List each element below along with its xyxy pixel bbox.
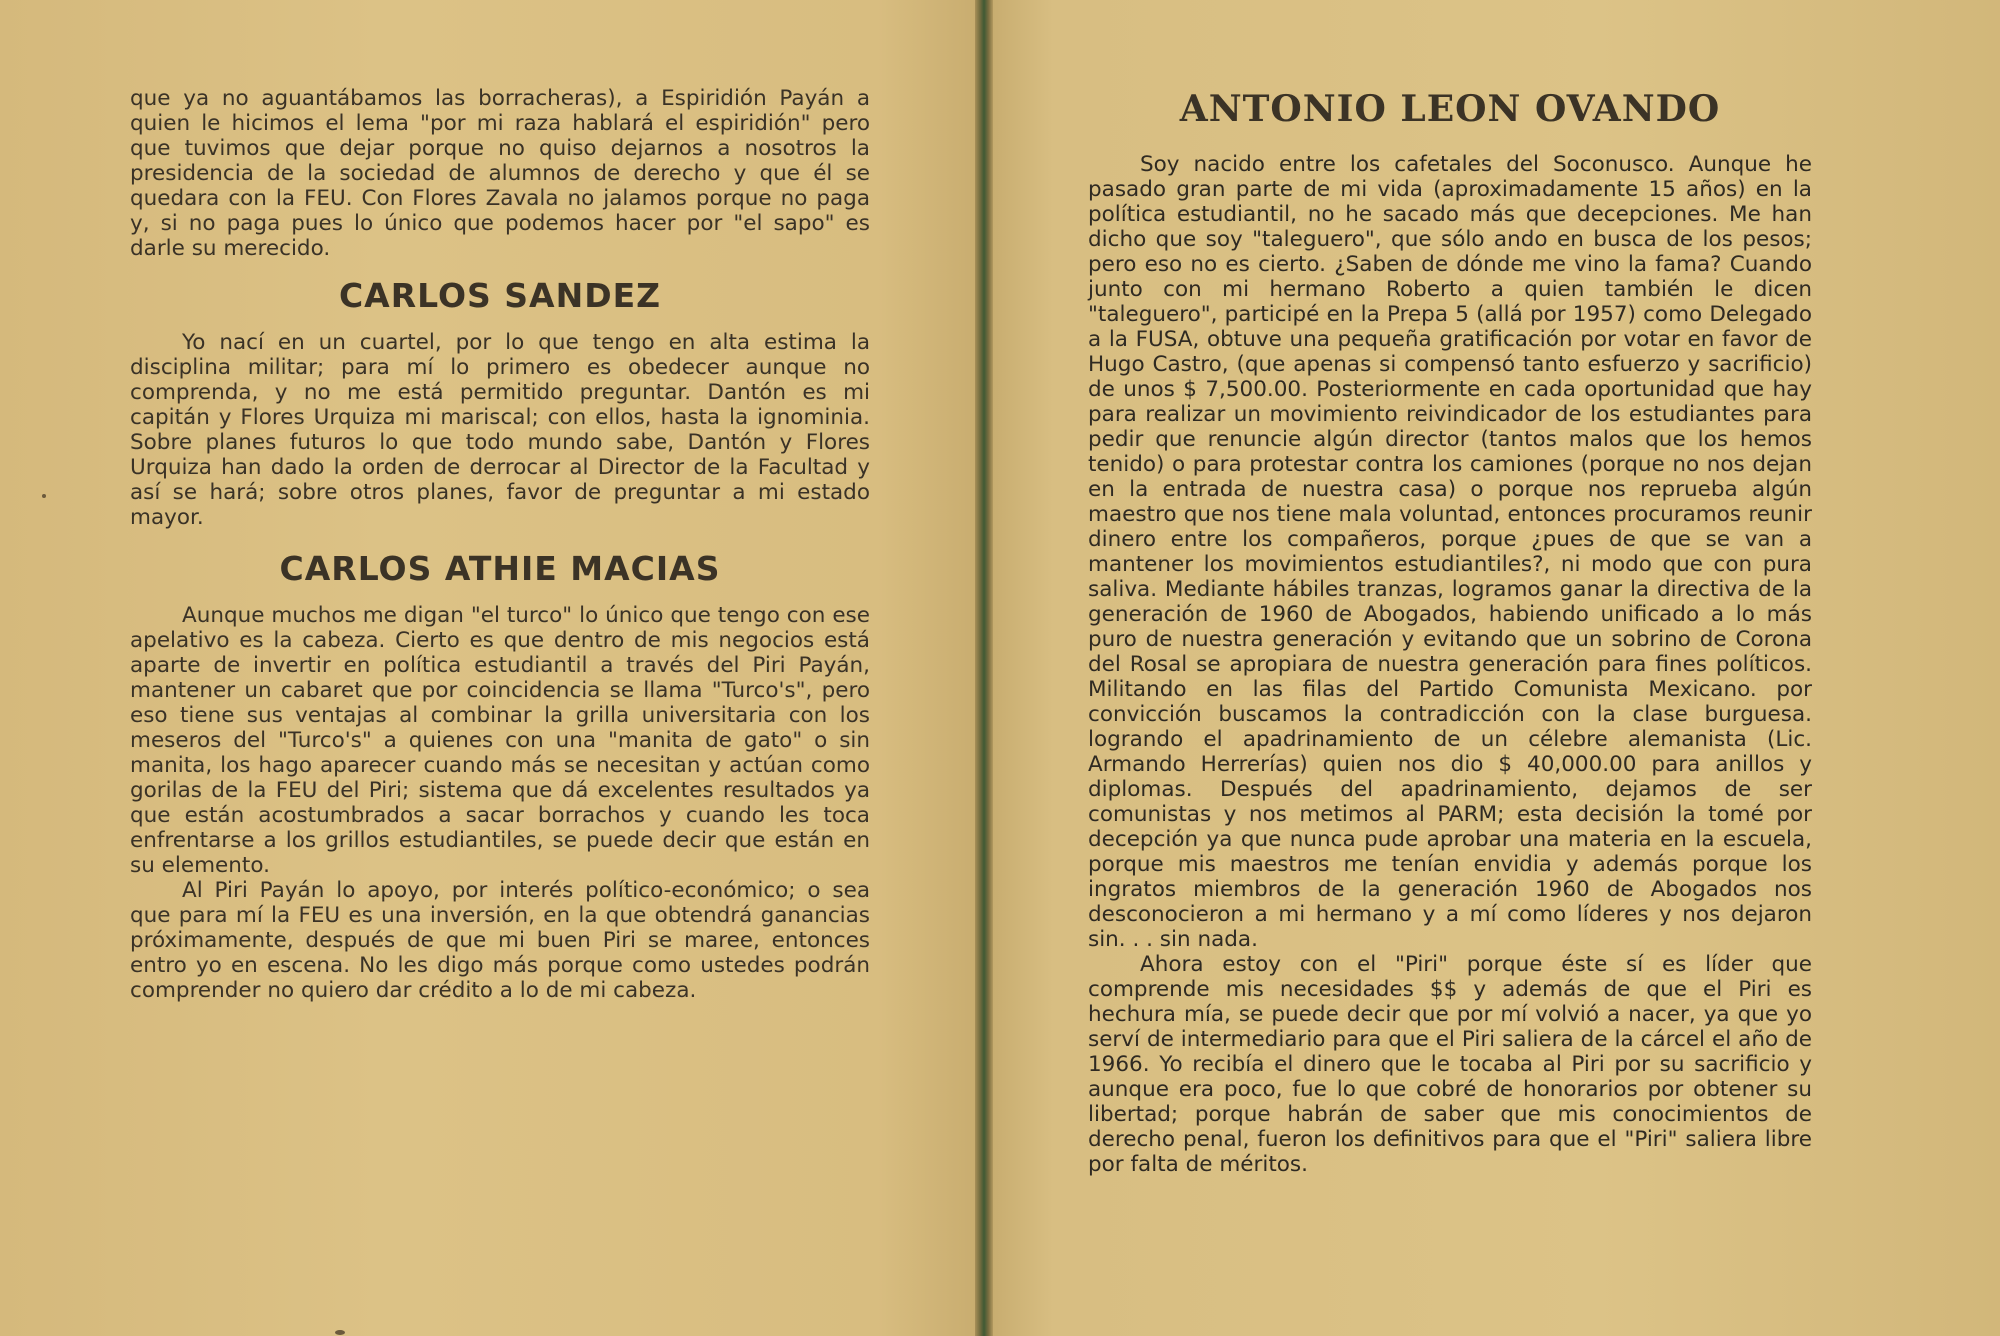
left-page-text-column: [130, 86, 870, 1003]
athie-paragraph-2: Al Piri Payán lo apoyo, por interés político-económico; o sea que para mí la FEU es una inversión, en la que obtendrá ganancias próximamente, después de que mi buen Piri se maree, entonces entro yo en escena. No les digo más porque como ustedes podrán comprender no quiero dar crédito a lo de mi cabeza.: [130, 878, 870, 1003]
athie-paragraph-1: Aunque muchos me digan "el turco" lo único que tengo con ese apelativo es la cabeza. Cierto es que dentro de mis negocios está aparte de invertir en política estudiantil a través del Piri Payán, mantener un cabaret que por coincidencia se llama "Turco's", pero eso tiene sus ventajas al combinar la grilla universitaria con los meseros del "Turco's" a quienes con una "manita de gato" o sin manita, los hago aparecer cuando más se necesitan y actúan como gorilas de la FEU del Piri; sistema que dá excelentes resultados ya que están acostumbrados a sacar borrachos y cuando les toca enfrentarse a los grillos estudiantiles, se puede decir que están en su elemento.: [130, 603, 870, 878]
heading-carlos-athie-macias: CARLOS ATHIE MACIAS: [279, 549, 721, 588]
right-page-text-column: [1088, 152, 1812, 1177]
ovando-paragraph-2: Ahora estoy con el "Piri" porque éste sí es líder que comprende mis necesidades $$ y además de que el Piri es hechura mía, se puede decir que por mí volvió a nacer, ya que yo serví de intermediario para que el Piri saliera de la cárcel el año de 1966. Yo recibía el dinero que le tocaba al Piri por su sacrificio y aunque era poco, fue lo que cobré de honorarios por obtener su libertad; porque habrán de saber que mis conocimientos de derecho penal, fueron los definitivos para que el "Piri" saliera libre por falta de méritos.: [1088, 952, 1812, 1177]
left-opening-paragraph: que ya no aguantábamos las borracheras), a Espiridión Payán a quien le hicimos el lema "por mi raza hablará el espiridión" pero que tuvimos que dejar porque no quiso dejarnos a nosotros la presidencia de la sociedad de alumnos de derecho y que él se quedara con la FEU. Con Flores Zavala no jalamos porque no paga y, si no paga pues lo único que podemos hacer por "el sapo" es darle su merecido.: [130, 86, 870, 261]
sandez-paragraph: Yo nací en un cuartel, por lo que tengo en alta estima la disciplina militar; para mí lo primero es obedecer aunque no comprenda, y no me está permitido preguntar. Dantón es mi capitán y Flores Urquiza mi mariscal; con ellos, hasta la ignominia. Sobre planes futuros lo que todo mundo sabe, Dantón y Flores Urquiza han dado la orden de derrocar al Director de la Facultad y así se hará; sobre otros planes, favor de preguntar a mi estado mayor.: [130, 330, 870, 530]
book-spine: [975, 0, 993, 1336]
ovando-paragraph-1: Soy nacido entre los cafetales del Soconusco. Aunque he pasado gran parte de mi vida (aproximadamente 15 años) en la política estudiantil, no he sacado más que decepciones. Me han dicho que soy "taleguero", que sólo ando en busca de los pesos; pero eso no es cierto. ¿Saben de dónde me vino la fama? Cuando junto con mi hermano Roberto a quien también le dicen "taleguero", participé en la Prepa 5 (allá por 1957) como Delegado a la FUSA, obtuve una pequeña gratificación por votar en favor de Hugo Castro, (que apenas si compensó tanto esfuerzo y sacrificio) de unos $ 7,500.00. Posteriormente en cada oportunidad que hay para realizar un movimiento reivindicador de los estudiantes para pedir que renuncie algún director (tantos malos que los hemos tenido) o para protestar contra los camiones (porque no nos dejan en la entrada de nuestra casa) o porque nos reprueba algún maestro que nos tiene mala voluntad, entonces procuramos reunir dinero entre los compañeros, porque ¿pues de que se van a mantener los movimientos estudiantiles?, ni modo que con pura saliva. Mediante hábiles tranzas, logramos ganar la directiva de la generación de 1960 de Abogados, habiendo unificado a lo más puro de nuestra generación y evitando que un sobrino de Corona del Rosal se apropiara de nuestra generación para fines políticos. Militando en las filas del Partido Comunista Mexicano. por convicción buscamos la contradicción con la clase burguesa. logrando el apadrinamiento de un célebre alemanista (Lic. Armando Herrerías) quien nos dio $ 40,000.00 para anillos y diplomas. Después del apadrinamiento, dejamos de ser comunistas y nos metimos al PARM; esta decisión la tomé por decepción ya que nunca pude aprobar una materia en la escuela, porque mis maestros me tenían envidia y además porque los ingratos miembros de la generación 1960 de Abogados nos desconocieron a mi hermano y a mí como líderes y nos dejaron sin. . . sin nada.: [1088, 152, 1812, 952]
ink-speck: [42, 494, 46, 498]
heading-carlos-sandez: CARLOS SANDEZ: [338, 276, 662, 315]
ink-speck: [335, 1330, 345, 1335]
heading-antonio-leon-ovando: ANTONIO LEON OVANDO: [1179, 88, 1721, 130]
